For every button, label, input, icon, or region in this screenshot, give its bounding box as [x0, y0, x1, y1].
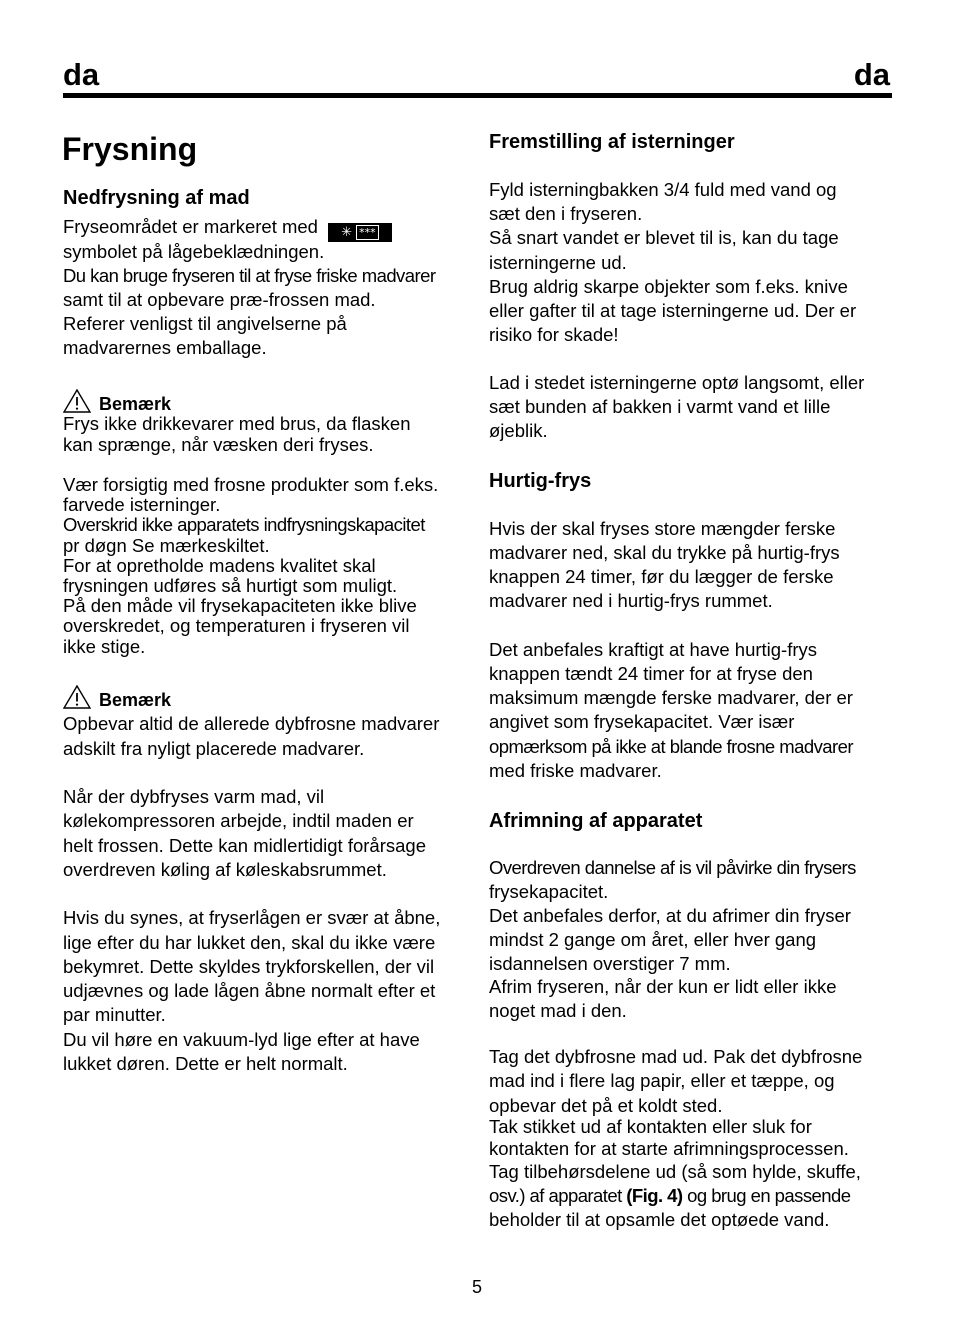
text-line: For at opretholde madens kvalitet skal: [63, 555, 376, 576]
text-line: knappen 24 timer, før du lægger de ferske: [489, 566, 834, 587]
section-heading-ice-cubes: Fremstilling af isterninger: [489, 131, 735, 153]
section-heading-freezing-food: Nedfrysning af mad: [63, 187, 250, 209]
text-line: sæt den i fryseren.: [489, 203, 643, 224]
text-line: farvede isterninger.: [63, 494, 221, 515]
warning-icon: [63, 389, 91, 413]
stars-icon: ***: [356, 225, 379, 240]
text-line: helt frossen. Dette kan midlertidigt forårsage: [63, 835, 426, 856]
text-line: Lad i stedet isterningerne optø langsomt, eller: [489, 372, 865, 393]
text-line: samt til at opbevare præ-frossen mad.: [63, 289, 376, 310]
text-line: Det anbefales derfor, at du afrimer din fryser: [489, 905, 851, 926]
text-line: beholder til at opsamle det optøede vand.: [489, 1209, 830, 1230]
text-line: udjævnes og lade lågen åbne normalt efter et: [63, 980, 436, 1001]
snowflake-icon: ✳: [341, 225, 353, 240]
text-line: opbevar det på et koldt sted.: [489, 1095, 723, 1116]
text-line: kontakten for at starte afrimningsprocessen.: [489, 1138, 849, 1159]
text-line: symbolet på lågebeklædningen.: [63, 241, 325, 262]
text-line: Frys ikke drikkevarer med brus, da flasken: [63, 413, 411, 434]
text-line: Fryseområdet er markeret med: [63, 216, 318, 237]
warning-icon: [63, 685, 91, 709]
header-rule: [63, 93, 892, 98]
text-line: frysningen udføres så hurtigt som muligt.: [63, 575, 398, 596]
text-span: osv.) af apparatet: [489, 1185, 627, 1206]
text-line: overskredet, og temperaturen i fryseren vil: [63, 615, 410, 636]
text-line: lukket døren. Dette er helt normalt.: [63, 1053, 348, 1074]
text-line: mindst 2 gange om året, eller hver gang: [489, 929, 817, 950]
text-line: frysekapacitet.: [489, 881, 609, 902]
text-line: par minutter.: [63, 1004, 166, 1025]
note-heading: [63, 389, 171, 416]
text-line: kølekompressoren arbejde, indtil maden er: [63, 810, 414, 831]
text-line: angivet som frysekapacitet. Vær især: [489, 711, 795, 732]
text-line: opmærksom på ikke at blande frosne madvarer: [489, 736, 854, 757]
text-line: kan sprænge, når væsken deri fryses.: [63, 434, 374, 455]
text-line: madvarernes emballage.: [63, 337, 267, 358]
text-line: Referer venligst til angivelserne på: [63, 313, 347, 334]
text-line: bekymret. Dette skyldes trykforskellen, der vil: [63, 956, 435, 977]
text-line: På den måde vil frysekapaciteten ikke blive: [63, 595, 417, 616]
text-line: Når der dybfryses varm mad, vil: [63, 786, 325, 807]
text-line: Overskrid ikke apparatets indfrysningskapacitet: [63, 514, 425, 535]
text-line: Du vil høre en vakuum-lyd lige efter at have: [63, 1029, 420, 1050]
text-span: og brug en passende: [682, 1185, 851, 1206]
text-line: isdannelsen overstiger 7 mm.: [489, 953, 731, 974]
text-line: Tak stikket ud af kontakten eller sluk for: [489, 1116, 812, 1137]
text-line: Overdreven dannelse af is vil påvirke din frysers: [489, 857, 856, 878]
text-line: med friske madvarer.: [489, 760, 662, 781]
text-line: Afrim fryseren, når der kun er lidt eller ikke: [489, 976, 837, 997]
text-line: noget mad i den.: [489, 1000, 627, 1021]
text-line: Tag det dybfrosne mad ud. Pak det dybfrosne: [489, 1046, 863, 1067]
figure-reference: (Fig. 4): [626, 1185, 683, 1206]
page-number: 5: [471, 1277, 482, 1297]
section-heading-fast-freeze: Hurtig-frys: [489, 470, 592, 492]
text-line: madvarer ned, skal du trykke på hurtig-frys: [489, 542, 840, 563]
text-line: eller gafter til at tage isterningerne ud. Der er: [489, 300, 857, 321]
text-line: Fyld isterningbakken 3/4 fuld med vand og: [489, 179, 837, 200]
text-line: ikke stige.: [63, 636, 146, 657]
language-code-left: da: [63, 57, 100, 92]
page-title: Frysning: [62, 131, 198, 167]
text-line: lige efter du har lukket den, skal du ikke være: [63, 932, 436, 953]
note-label: Bemærk: [99, 394, 172, 414]
text-line: Hvis der skal fryses store mængder ferske: [489, 518, 836, 539]
text-line: isterningerne ud.: [489, 252, 627, 273]
text-line: pr døgn Se mærkeskiltet.: [63, 535, 270, 556]
note-label: Bemærk: [99, 690, 172, 710]
text-line: adskilt fra nyligt placerede madvarer.: [63, 738, 365, 759]
text-line: overdreven køling af køleskabsrummet.: [63, 859, 387, 880]
text-line: Så snart vandet er blevet til is, kan du tage: [489, 227, 839, 248]
text-line: mad ind i flere lag papir, eller et tæppe, og: [489, 1070, 835, 1091]
note-heading: [63, 685, 171, 712]
text-line: maksimum mængde ferske madvarer, der er: [489, 687, 853, 708]
text-line: sæt bunden af bakken i varmt vand et lille: [489, 396, 831, 417]
text-line: Du kan bruge fryseren til at fryse friske madvarer: [63, 265, 436, 286]
freezer-star-symbol: [328, 223, 392, 242]
language-code-right: da: [853, 57, 890, 92]
text-line: Hvis du synes, at fryserlågen er svær at åbne,: [63, 907, 441, 928]
text-line: øjeblik.: [489, 420, 548, 441]
paragraph-line: [63, 215, 392, 242]
text-line: risiko for skade!: [489, 324, 619, 345]
section-heading-defrosting: Afrimning af apparatet: [489, 810, 703, 832]
text-line: [489, 1184, 851, 1208]
text-line: knappen tændt 24 timer for at fryse den: [489, 663, 813, 684]
text-line: Vær forsigtig med frosne produkter som f.eks.: [63, 474, 439, 495]
text-line: Tag tilbehørsdelene ud (så som hylde, skuffe,: [489, 1161, 861, 1182]
text-line: madvarer ned i hurtig-frys rummet.: [489, 590, 773, 611]
text-line: Opbevar altid de allerede dybfrosne madvarer: [63, 713, 440, 734]
text-line: Det anbefales kraftigt at have hurtig-frys: [489, 639, 818, 660]
text-line: Brug aldrig skarpe objekter som f.eks. knive: [489, 276, 848, 297]
